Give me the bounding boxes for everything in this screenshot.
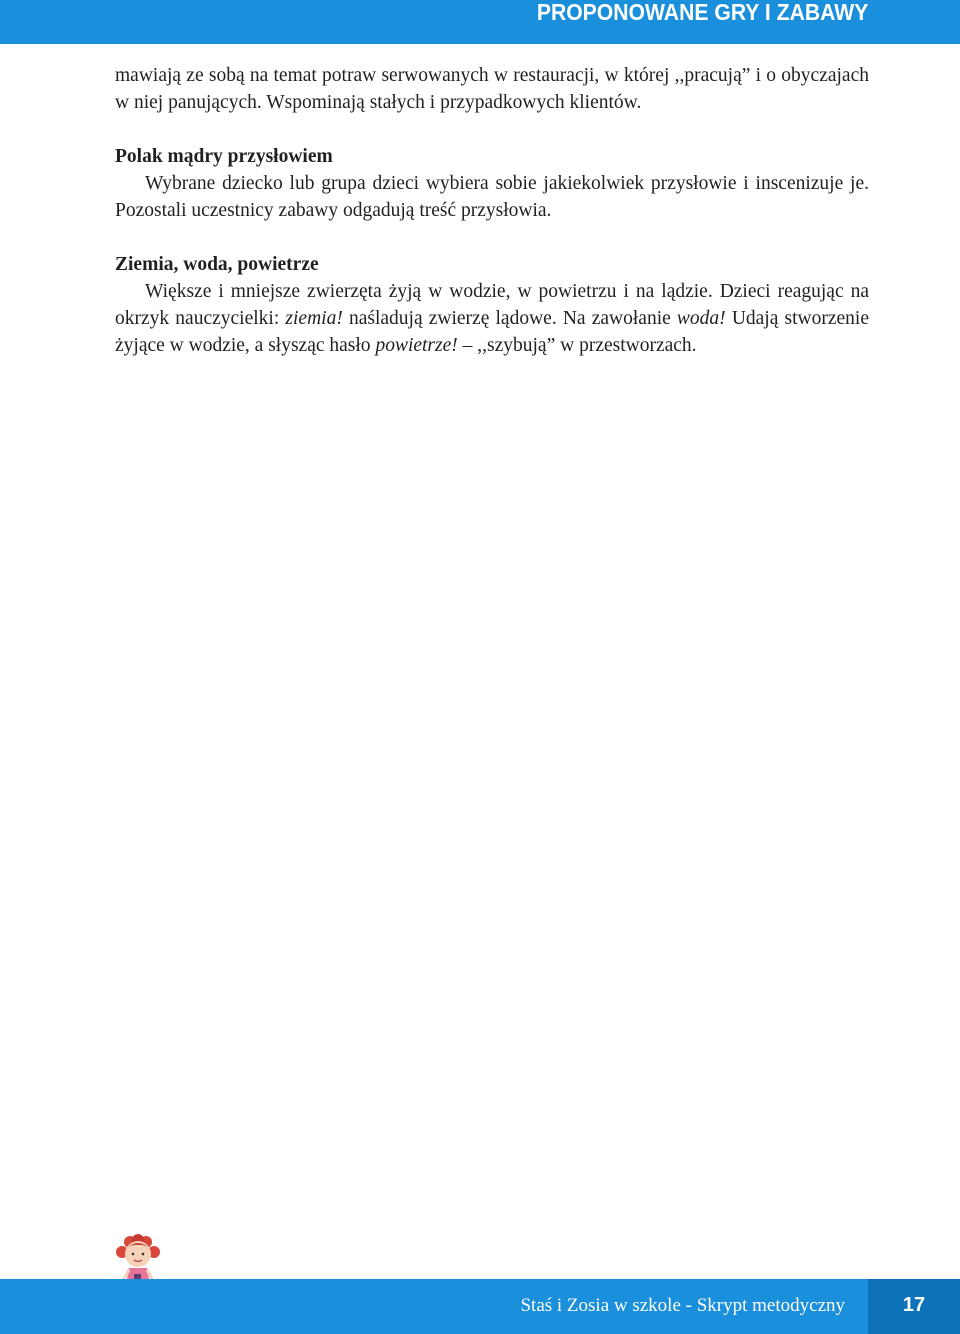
text-run: naśladują zwierzę lądowe. Na zawołanie	[342, 308, 677, 329]
intro-paragraph: mawiają ze sobą na temat potraw serwowanych w restauracji, w której ,,pracują” i o obyczajach w niej panujących. Wspominają stałych i przypadkowych klientów.	[115, 65, 869, 113]
section-ziemia-woda-powietrze	[115, 251, 869, 359]
section-paragraph	[115, 278, 869, 359]
text-run: – ,,szybują” w przestworzach.	[457, 335, 697, 356]
text-run: Udają stworzenie żyjące w wodzie, a słysząc hasło	[115, 308, 869, 356]
book-title: Staś i Zosia w szkole - Skrypt metodyczny	[520, 1295, 845, 1316]
section-heading: Polak mądry przysłowiem	[115, 146, 333, 167]
page-number: 17	[902, 1294, 926, 1316]
emphasis-ziemia: ziemia!	[285, 308, 343, 329]
section-heading: Ziemia, woda, powietrze	[115, 254, 319, 275]
page-content	[115, 62, 869, 359]
text-run: Większe i mniejsze zwierzęta żyją w wodzie, w powietrzu i na lądzie. Dzieci reagując na okrzyk nauczycielki:	[115, 281, 869, 329]
running-header-title: PROPONOWANE GRY I ZABAWY	[536, 0, 868, 25]
emphasis-powietrze: powietrze!	[375, 335, 458, 356]
page-number-box	[868, 1279, 960, 1334]
footer-bar	[0, 1279, 868, 1334]
emphasis-woda: woda!	[676, 308, 726, 329]
section-polak-madry	[115, 143, 869, 224]
header-bar	[0, 0, 960, 44]
section-paragraph: Wybrane dziecko lub grupa dzieci wybiera sobie jakiekolwiek przysłowie i inscenizuje je. Pozostali uczestnicy zabawy odgadują treść przysłowia.	[115, 173, 869, 221]
